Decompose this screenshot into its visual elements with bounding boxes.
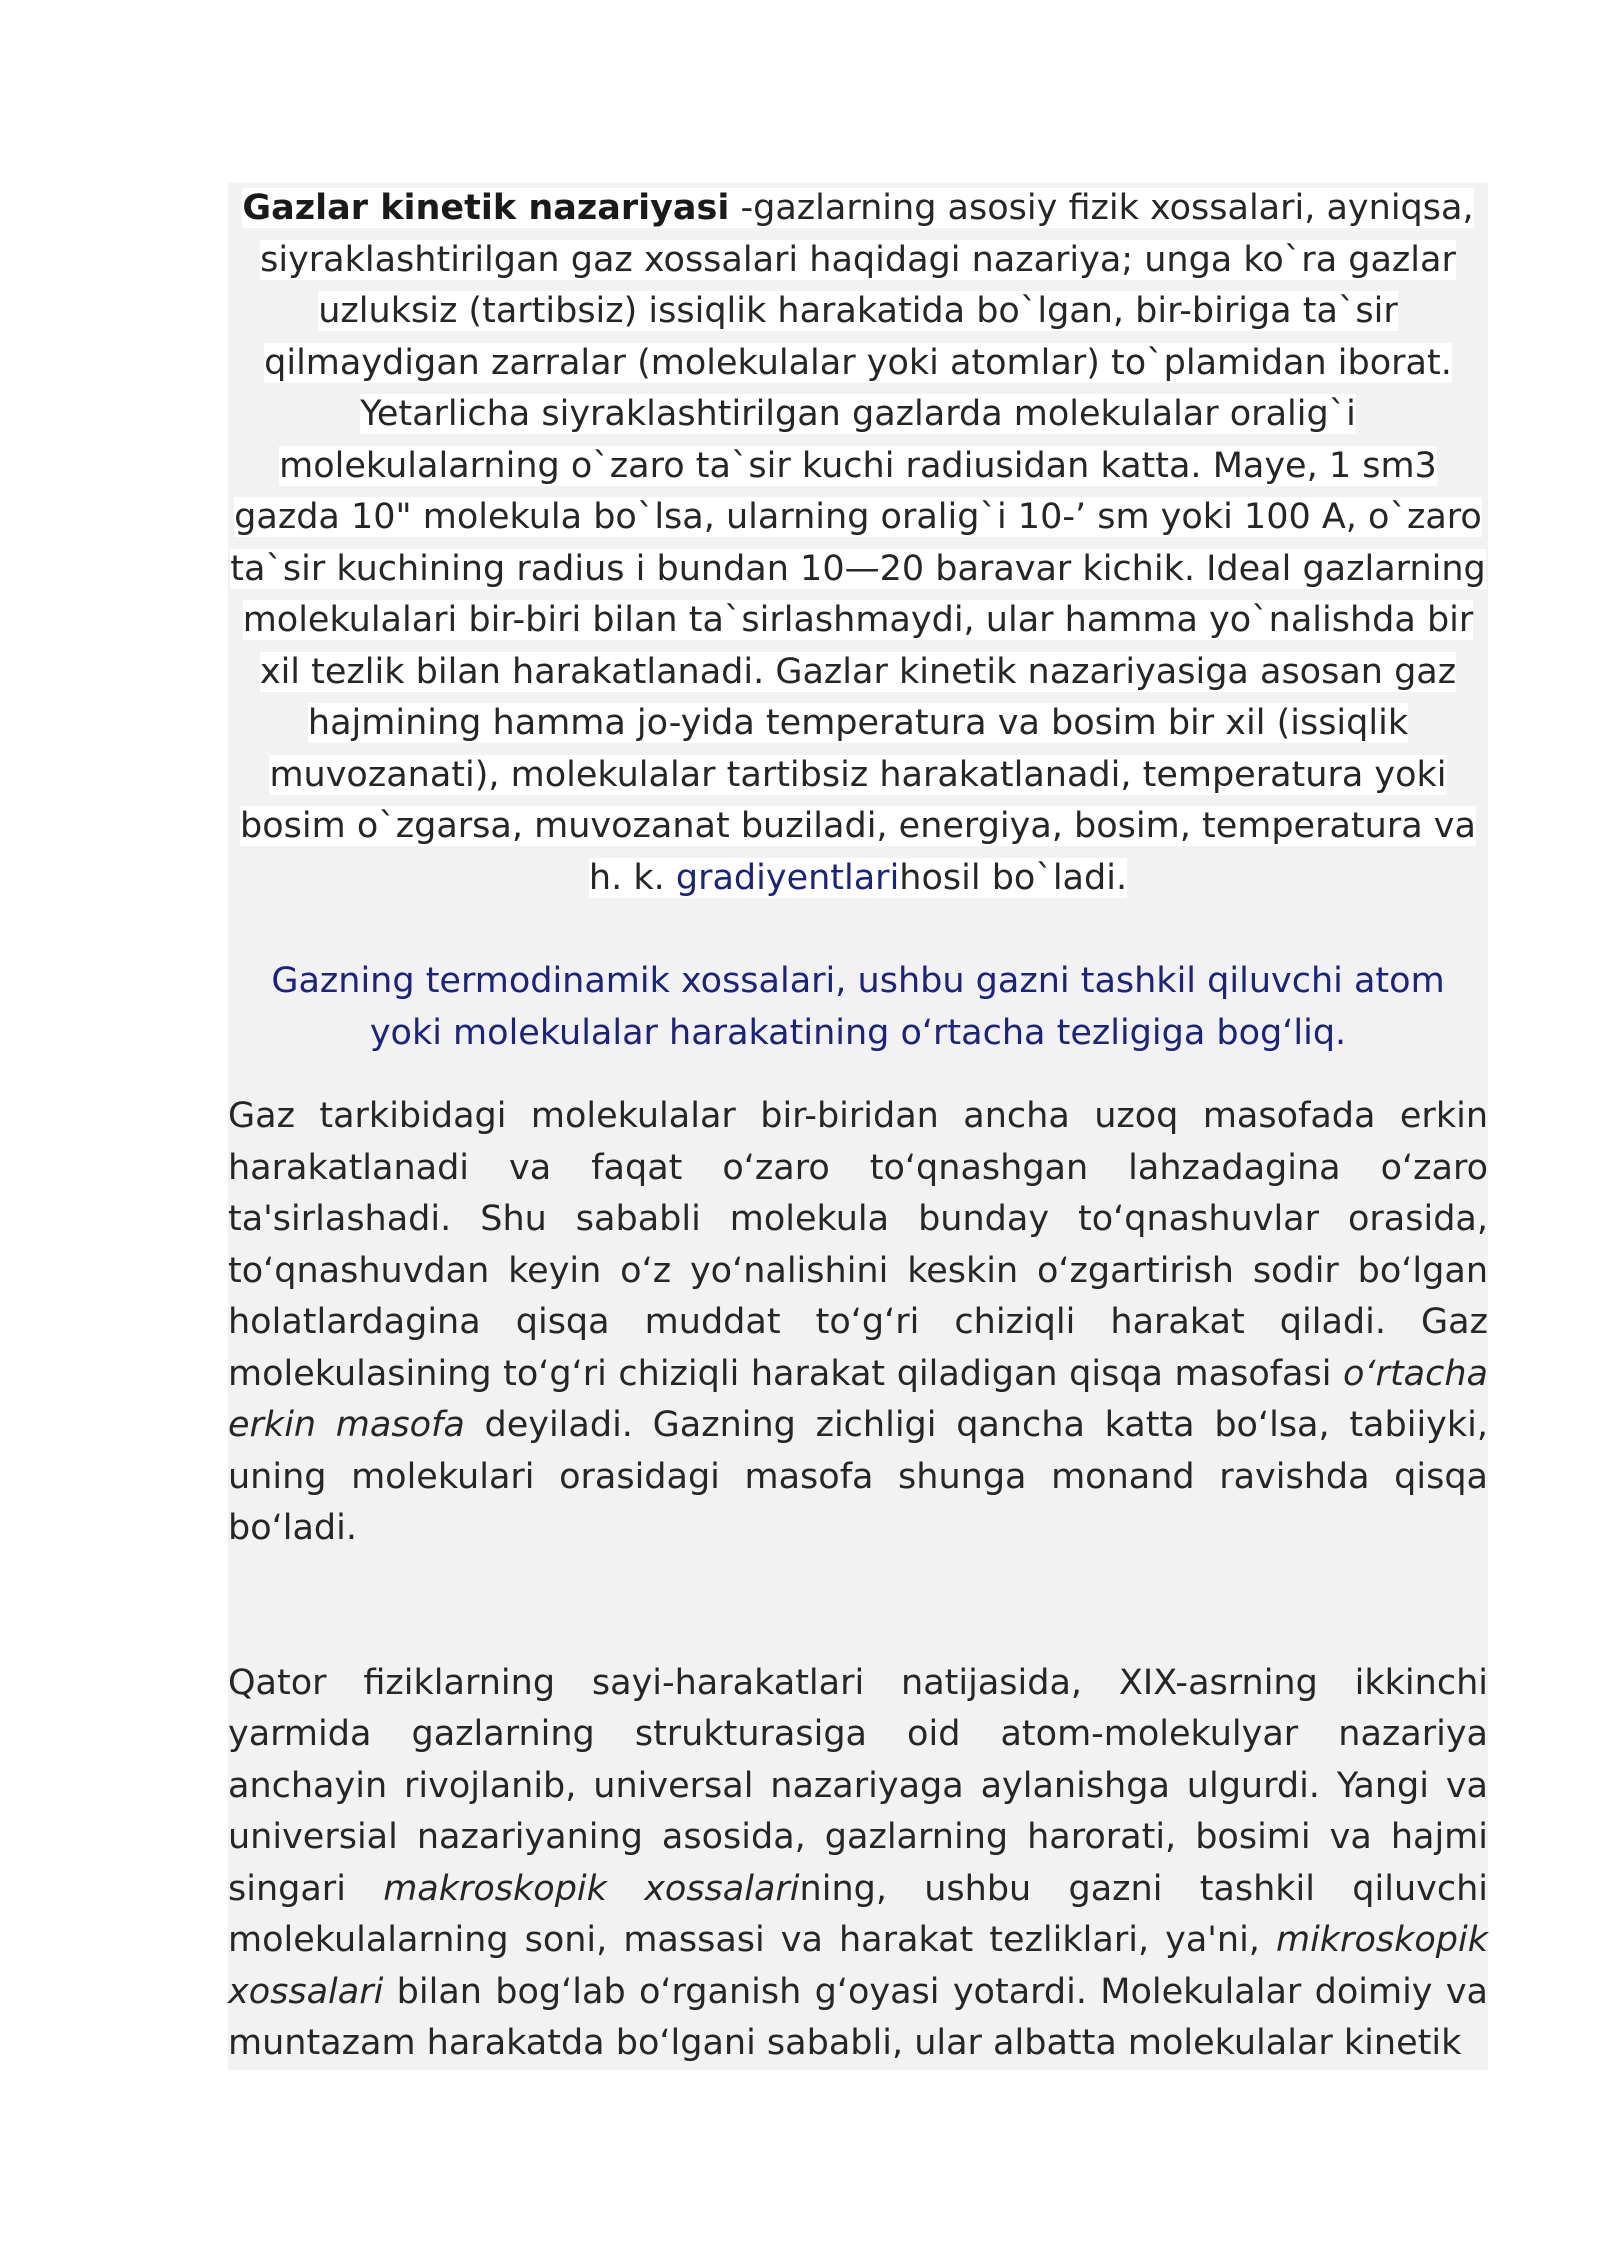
document-content: [228, 183, 1488, 2070]
gradiyentlari-link[interactable]: gradiyentlari: [675, 857, 900, 898]
intro-paragraph: [228, 183, 1488, 904]
para1-term: oʻrtacha erkin masofa: [228, 1353, 1488, 1445]
subheading: Gazning termodinamik xossalari, ushbu gazni tashkil qiluvchi atom yoki molekulalar harakatining oʻrtacha tezligiga bogʻliq.: [271, 961, 1445, 1053]
intro-text: -gazlarning asosiy fizik xossalari, ayniqsa, siyraklashtirilgan gaz xossalari haqidagi nazariya; unga ko`ra gazlar uzluksiz (tartibsiz) issiqlik harakatida bo`lgan, bir-biriga ta`sir qilmaydigan zarralar (molekulalar yoki atomlar) to`plamidan iborat. Yetarlicha siyraklashtirilgan gazlarda molekulalar oralig`i molekulalarning o`zaro ta`sir kuchi radiusidan katta. Maye, 1 sm3 gazda 10" molekula bo`lsa, ularning oralig`i 10-’ sm yoki 100 A, o`zaro ta`sir kuchining radius i bundan 10—20 baravar kichik. Ideal gazlarning molekulalari bir-biri bilan ta`sirlashmaydi, ular hamma yo`nalishda bir xil tezlik bilan harakatlanadi. Gazlar kinetik nazariyasiga asosan gaz hajmining hamma jo-yida temperatura va bosim bir xil (issiqlik muvozanati), molekulalar tartibsiz harakatlanadi, temperatura yoki bosim o`zgarsa, muvozanat buziladi, energiya, bosim, temperatura va h. k.: [230, 188, 1486, 898]
intro-highlight: [230, 188, 1486, 898]
paragraph-free-path: [228, 1091, 1488, 1555]
para1-text-end: deyiladi. Gazning zichligi qancha katta boʻlsa, tabiiyki, uning molekulari orasidagi masofa shunga monand ravishda qisqa boʻladi.: [228, 1405, 1489, 1548]
paragraph-atomic-theory: [228, 1658, 1488, 2070]
para2-text-end: bilan bogʻlab oʻrganish gʻoyasi yotardi. Molekulalar doimiy va muntazam harakatda boʻlgani sababli, ular albatta molekulalar kinetik: [228, 1971, 1488, 2063]
para2-term-microscopic: mikroskopik xossalari: [228, 1920, 1488, 2012]
intro-text-end: hosil bo`ladi.: [899, 857, 1128, 898]
para1-text: Gaz tarkibidagi molekulalar bir-biridan ancha uzoq masofada erkin harakatlanadi va faqat oʻzaro toʻqnashgan lahzadagina oʻzaro ta'sirlashadi. Shu sababli molekula bunday toʻqnashuvlar orasida, toʻqnashuvdan keyin oʻz yoʻnalishini keskin oʻzgartirish sodir boʻlgan holatlardagina qisqa muddat toʻgʻri chiziqli harakat qiladi. Gaz molekulasining toʻgʻri chiziqli harakat qiladigan qisqa masofasi: [228, 1096, 1488, 1394]
intro-term: Gazlar kinetik nazariyasi: [242, 188, 730, 228]
para2-term-macroscopic: makroskopik xossalari: [383, 1868, 800, 1909]
para2-text-mid: ning, ushbu gazni tashkil qiluvchi molekulalarning soni, massasi va harakat tezliklari, ya'ni,: [228, 1868, 1488, 1960]
para2-text: Qator fiziklarning sayi-harakatlari natijasida, XIX-asrning ikkinchi yarmida gazlarning strukturasiga oid atom-molekulyar nazariya anchayin rivojlanib, universal nazariyaga aylanishga ulgurdi. Yangi va universial nazariyaning asosida, gazlarning harorati, bosimi va hajmi singari: [228, 1662, 1488, 1909]
